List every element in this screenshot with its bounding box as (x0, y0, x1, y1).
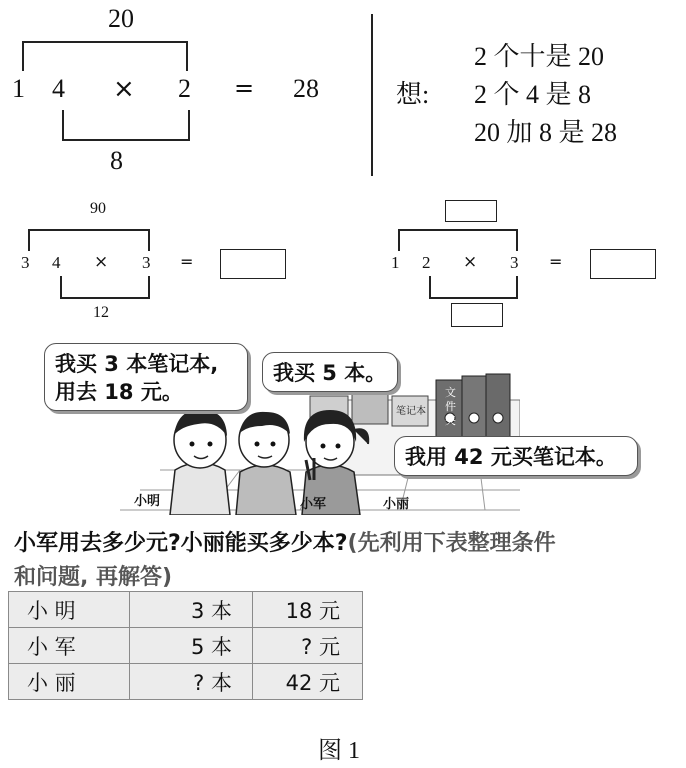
question-hint-1: (先利用下表整理条件 (347, 531, 556, 556)
speech-bubble-xiaoli: 我用 42 元买笔记本。 (394, 436, 638, 476)
example-multiplier: 2 (178, 74, 191, 103)
ex2-bottom-bracket-r (516, 276, 518, 298)
example-top-bracket-h (22, 41, 188, 43)
think-line-2: 2 个 4 是 8 (474, 80, 592, 109)
ex1-digit-tens: 3 (21, 253, 30, 272)
ex1-top-bracket-l (28, 229, 30, 251)
think-label: 想: (396, 80, 430, 109)
speech-bubble-xiaojun: 我买 5 本。 (262, 352, 398, 392)
example-bottom-bracket-h (62, 139, 190, 141)
bubble-xiaoming-line-1: 我买 3 本笔记本, (55, 352, 219, 376)
table-cell-name: 小 丽 (9, 664, 130, 700)
ex1-top-value: 90 (90, 200, 106, 217)
equals-sign: = (234, 74, 255, 102)
ex2-multiply-sign: × (463, 252, 478, 272)
example-top-bracket-l (22, 41, 24, 71)
table-cell-name: 小 明 (9, 592, 130, 628)
name-xiaoli: 小丽 (383, 497, 410, 512)
table-cell-qty: 5 本 (130, 628, 253, 664)
ex2-bottom-bracket-h (429, 297, 518, 299)
ex2-multiplier: 3 (510, 253, 519, 272)
ex2-bottom-bracket-l (429, 276, 431, 298)
ex1-multiply-sign: × (94, 252, 109, 272)
table-cell-qty: ? 本 (130, 664, 253, 700)
question-main: 小军用去多少元?小丽能买多少本? (14, 531, 348, 556)
table-cell-cost: 42 元 (253, 664, 363, 700)
child-xiaoming (170, 410, 230, 515)
ex2-digit-tens: 1 (391, 253, 400, 272)
ex2-equals-sign: = (549, 252, 563, 271)
ex1-equals-sign: = (180, 252, 194, 271)
shelf-label-1: 文 (445, 386, 456, 399)
table-cell-cost: ? 元 (253, 628, 363, 664)
table-row (9, 592, 363, 628)
table-row (9, 664, 363, 700)
ex2-bottom-answer-box[interactable] (451, 303, 503, 327)
table-cell-qty: 3 本 (130, 592, 253, 628)
vertical-divider (371, 14, 373, 176)
data-table (8, 591, 363, 700)
speech-bubble-xiaoming (44, 343, 248, 411)
name-xiaojun: 小军 (300, 497, 327, 512)
table-row (9, 628, 363, 664)
ex2-top-bracket-l (398, 229, 400, 251)
example-digit-ones: 4 (52, 74, 65, 103)
figure-caption: 图 1 (318, 738, 360, 764)
example-bottom-value: 8 (110, 146, 123, 175)
shelf-label-3: 夹 (445, 414, 456, 427)
ex1-bottom-value: 12 (93, 304, 109, 321)
table-cell-name: 小 军 (9, 628, 130, 664)
ex2-top-bracket-h (398, 229, 518, 231)
ex1-digit-ones: 4 (52, 253, 61, 272)
ex1-bottom-bracket-l (60, 276, 62, 298)
name-xiaoming: 小明 (134, 494, 161, 509)
notebook-label: 笔记本 (396, 406, 426, 417)
ex2-top-bracket-r (516, 229, 518, 251)
bubble-xiaoming-line-2: 用去 18 元。 (55, 380, 183, 404)
example-top-bracket-r (186, 41, 188, 71)
example-digit-tens: 1 (12, 74, 25, 103)
question-line-1 (14, 526, 556, 557)
child-xiaojun (236, 412, 296, 515)
ex1-multiplier: 3 (142, 253, 151, 272)
ex1-bottom-bracket-h (60, 297, 150, 299)
ex2-top-answer-box[interactable] (445, 200, 497, 222)
ex1-top-bracket-h (28, 229, 150, 231)
think-line-3: 20 加 8 是 28 (474, 118, 618, 147)
ex2-answer-box[interactable] (590, 249, 656, 279)
ex1-answer-box[interactable] (220, 249, 286, 279)
example-top-value: 20 (108, 4, 134, 33)
table-cell-cost: 18 元 (253, 592, 363, 628)
think-line-1: 2 个十是 20 (474, 42, 605, 71)
multiply-sign: × (113, 74, 135, 104)
question-hint-2: 和问题, 再解答) (14, 565, 173, 590)
example-bottom-bracket-l (62, 110, 64, 140)
example-result: 28 (293, 74, 319, 103)
example-bottom-bracket-r (188, 110, 190, 140)
shelf-label-2: 件 (445, 400, 456, 413)
ex2-digit-ones: 2 (422, 253, 431, 272)
ex1-bottom-bracket-r (148, 276, 150, 298)
ex1-top-bracket-r (148, 229, 150, 251)
